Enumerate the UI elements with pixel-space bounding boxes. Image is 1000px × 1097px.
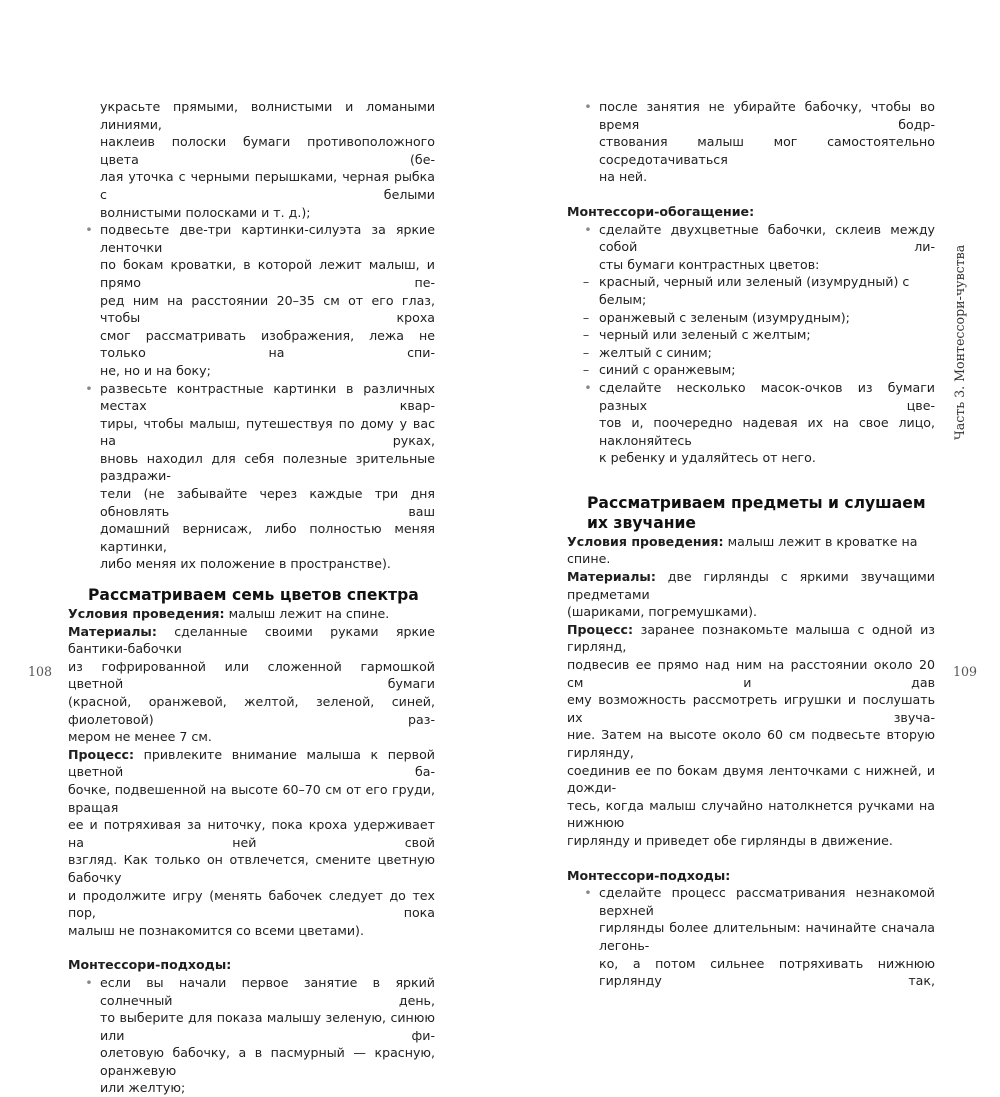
dash-icon: – — [582, 362, 590, 378]
list-item-text: сделайте двухцветные бабочки, склеив между собой ли- сты бумаги контрастных цветов: — [599, 221, 935, 272]
materials-paragraph: Материалы: две гирлянды с яркими звучащими предметами (шариками, погремушками). — [567, 569, 935, 620]
list-item-text: сделайте несколько масок-очков из бумаги разных цве- тов и, поочередно надевая их на свое лицо, наклоняйтесь к ребенку и удаляйтесь от него. — [599, 379, 935, 466]
list-item-continued — [68, 98, 435, 221]
conditions-label: Условия проведения: — [68, 606, 225, 622]
bullet-icon: • — [85, 222, 93, 238]
bullet-icon: • — [584, 885, 592, 901]
dash-icon: – — [582, 344, 590, 360]
materials-label: Материалы: — [68, 623, 157, 639]
list-item — [567, 379, 935, 467]
approaches-heading: Монтессори-подходы: — [68, 957, 232, 973]
conditions-paragraph — [567, 533, 935, 568]
list-item-text: сделайте процесс рассматривания незнакомой верхней гирлянды более длительным: начинайте сначала легонь- ко, а потом сильнее потряхивать нижнюю гирлянду так, — [599, 885, 935, 989]
materials-paragraph: Материалы: сделанные своими руками яркие бантики-бабочки из гофрированной или сложенной гармошкой цветной бумаги (красной, оранжевой, желтой, зеленой, синей, фиолетовой) раз- мером не менее 7 см. — [68, 623, 435, 745]
process-paragraph: Процесс: привлеките внимание малыша к первой цветной ба- бочке, подвешенной на высоте 60–70 см от его груди, вращая ее и потряхивая за ниточку, пока кроха удерживает на ней свой взгляд. Как только он отвлечется, смените цветную бабочку и продолжите игру (менять бабочек следует до тех пор, пока малыш не познакомится со всеми цветами). — [68, 746, 435, 938]
conditions-text: малыш лежит в кроватке на спине. — [567, 533, 918, 567]
bullet-icon: • — [584, 379, 592, 395]
dash-list-item: – синий с оранжевым; — [567, 361, 935, 379]
dash-list-item: – черный или зеленый с желтым; — [567, 326, 935, 344]
process-paragraph: Процесс: заранее познакомьте малыша с одной из гирлянд, подвесив ее прямо над ним на расстоянии около 20 см и дав ему возможность рассмотреть игрушки и послушать их звуча- ние. Затем на высоте около 60 см подвесьте вторую гирлянду, соединив ее по бокам двумя ленточками с нижней, и дожди- тесь, когда малыш случайно натолкнется ручками на нижнюю гирлянду и приведет обе гирлянды в движение. — [567, 621, 935, 848]
section-heading: Рассматриваем семь цветов спектра — [88, 586, 419, 605]
list-item — [567, 221, 935, 274]
approaches-heading: Монтессори-подходы: — [567, 867, 731, 883]
list-item-text: украсьте прямыми, волнистыми и ломаными линиями, наклеив полоски бумаги противоположного цвета (бе- лая уточка с черными перышками, черная рыбка с белыми волнистыми полосками и т. д.); — [100, 99, 435, 220]
bullet-icon: • — [85, 380, 93, 396]
page-number-left: 108 — [28, 664, 53, 679]
dash-list-item: – красный, черный или зеленый (изумрудный) с белым; — [567, 273, 935, 308]
list-item-text: если вы начали первое занятие в яркий солнечный день, то выберите для показа малышу зеленую, синюю или фи- олетовую бабочку, а в пасмурный — красную, оранжевую или желтую; — [100, 974, 435, 1096]
page-number-right: 109 — [953, 664, 978, 679]
list-item — [567, 98, 935, 186]
left-page-column — [68, 98, 435, 1097]
dash-icon: – — [582, 274, 590, 290]
list-item — [68, 221, 435, 379]
materials-label: Материалы: — [567, 569, 656, 585]
list-item — [68, 974, 435, 1097]
list-item — [567, 884, 935, 990]
bullet-icon: • — [584, 99, 592, 114]
dash-list-item: – оранжевый с зеленым (изумрудным); — [567, 309, 935, 327]
list-item-text: подвесьте две-три картинки-силуэта за яркие ленточки по бокам кроватки, в которой лежит малыш, и прямо пе- ред ним на расстоянии 20–35 см от его глаз, чтобы кроха смог рассматривать изображения, лежа не только на спи- не, но и на боку; — [100, 222, 435, 378]
conditions-paragraph — [68, 605, 435, 623]
dash-list-item: – желтый с синим; — [567, 344, 935, 362]
list-item-text: после занятия не убирайте бабочку, чтобы во время бодр- ствования малыш мог самостоятельно сосредотачиваться на ней. — [599, 99, 935, 185]
conditions-text: малыш лежит на спине. — [224, 606, 390, 622]
dash-icon: – — [582, 309, 590, 325]
list-item — [68, 380, 435, 574]
process-label: Процесс: — [68, 746, 135, 762]
bullet-icon: • — [584, 221, 592, 237]
running-head: Часть 3. Монтессори-чувства — [952, 244, 967, 440]
right-page-column — [567, 98, 935, 990]
bullet-icon: • — [85, 974, 93, 990]
dash-icon: – — [582, 327, 590, 343]
enrichment-heading: Монтессори-обогащение: — [567, 203, 755, 219]
list-item-text: развесьте контрастные картинки в различных местах квар- тиры, чтобы малыш, путешествуя по дому у вас на руках, вновь находил для себя полезные зрительные раздражи- тели (не забывайте через каждые три дня обновлять ваш домашний вернисаж, либо полностью меняя картинки, либо меняя их положение в пространстве). — [100, 380, 435, 572]
conditions-label: Условия проведения: — [567, 533, 724, 549]
process-label: Процесс: — [567, 621, 634, 637]
section-heading: Рассматриваем предметы и слушаем их звучание — [587, 493, 926, 532]
